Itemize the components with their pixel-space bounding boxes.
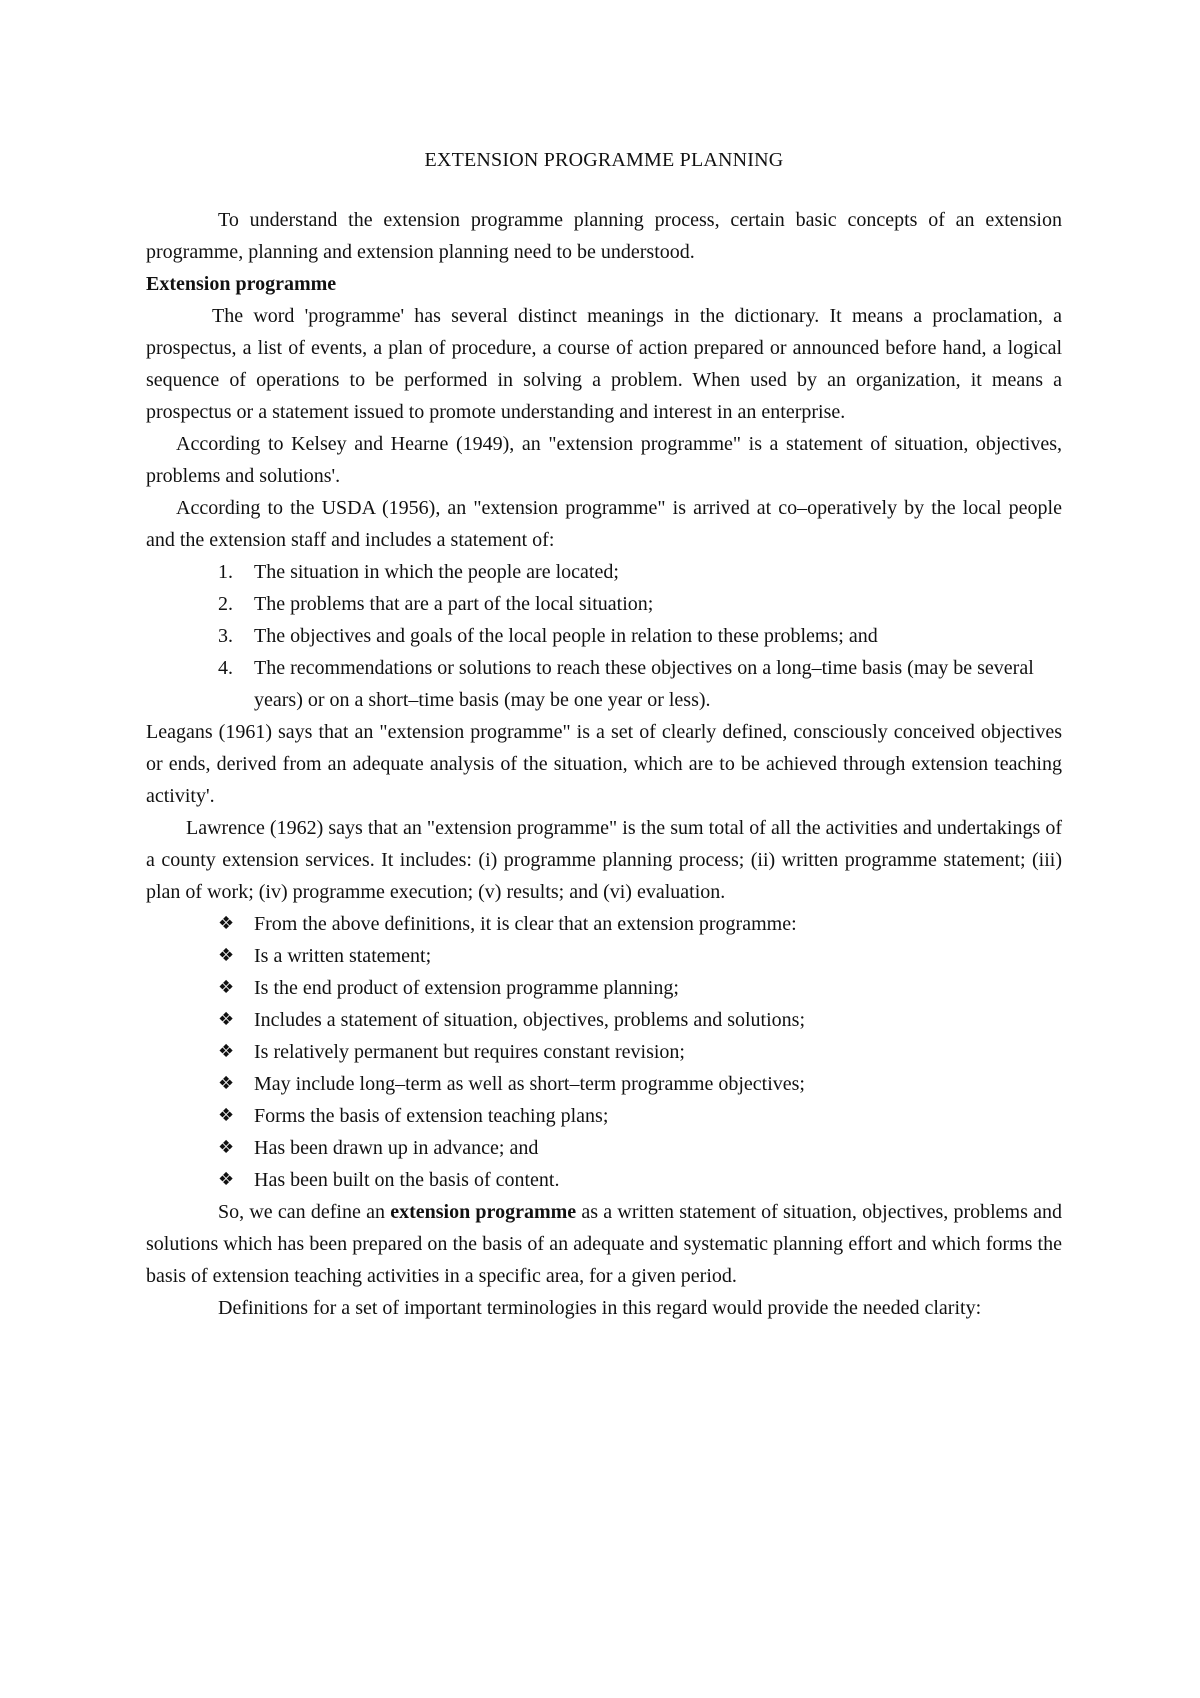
list-item-text: Forms the basis of extension teaching plans; [254,1105,609,1127]
list-number: 3. [218,625,233,647]
paragraph-definition [146,1196,1062,1292]
document-body [146,146,1062,1324]
paragraph-lawrence: Lawrence (1962) says that an "extension programme" is the sum total of all the activities and undertakings of a county extension services. It includes: (i) programme planning process; (ii) written programme statement; (iii) plan of work; (iv) programme execution; (v) results; and (vi) evaluation. [146,817,1062,903]
intro-paragraph: To understand the extension programme planning process, certain basic concepts of an extension programme, planning and extension planning need to be understood. [146,209,1062,263]
list-item-text: Is the end product of extension programme planning; [254,977,679,999]
diamond-bullet-icon: ❖ [218,1169,235,1190]
list-item-text: Is relatively permanent but requires constant revision; [254,1041,685,1063]
section-heading: Extension programme [146,273,337,295]
list-number: 4. [218,657,233,679]
list-item-text: The problems that are a part of the local situation; [254,593,654,615]
diamond-bullet-icon: ❖ [218,1041,235,1062]
list-item [146,652,1062,716]
list-item [146,1036,1062,1068]
characteristics-bullet-list [146,908,1062,1196]
diamond-bullet-icon: ❖ [218,945,235,966]
list-item [146,588,1062,620]
diamond-bullet-icon: ❖ [218,1137,235,1158]
list-item [146,972,1062,1004]
list-item [146,1100,1062,1132]
list-item [146,1068,1062,1100]
list-item-text: The situation in which the people are located; [254,561,619,583]
diamond-bullet-icon: ❖ [218,1009,235,1030]
page-title: EXTENSION PROGRAMME PLANNING [424,149,784,171]
list-number: 2. [218,593,233,615]
diamond-bullet-icon: ❖ [218,977,235,998]
definition-rest-text: as a written statement of situation, objectives, problems and solutions which has been prepared on the basis of an adequate and systematic planning effort and which forms the basis of extension teaching activities in a specific area, for a given period. [146,1201,1062,1287]
list-item [146,908,1062,940]
list-item [146,1004,1062,1036]
paragraph-usda: According to the USDA (1956), an "extension programme" is arrived at co–operatively by the local people and the extension staff and includes a statement of: [146,497,1062,551]
diamond-bullet-icon: ❖ [218,1105,235,1126]
list-item-text: Includes a statement of situation, objectives, problems and solutions; [254,1009,806,1031]
list-item [146,556,1062,588]
list-item [146,620,1062,652]
definition-term: extension programme [390,1201,577,1223]
definition-lead-text: So, we can define an [218,1201,391,1223]
paragraph-kelsey-hearne: According to Kelsey and Hearne (1949), an "extension programme" is a statement of situation, objectives, problems and solutions'. [146,433,1062,487]
list-item-text: Has been built on the basis of content. [254,1169,560,1191]
list-item-text: From the above definitions, it is clear that an extension programme: [254,913,797,935]
usda-numbered-list [146,556,1062,716]
diamond-bullet-icon: ❖ [218,913,235,934]
paragraph-word-meaning: The word 'programme' has several distinct meanings in the dictionary. It means a proclamation, a prospectus, a list of events, a plan of procedure, a course of action prepared or announced before hand, a logical sequence of operations to be performed in solving a problem. When used by an organization, it means a prospectus or a statement issued to promote understanding and interest in an enterprise. [146,305,1062,423]
list-item-text: Is a written statement; [254,945,432,967]
list-item [146,940,1062,972]
list-item-text: The objectives and goals of the local people in relation to these problems; and [254,625,878,647]
list-item-text: Has been drawn up in advance; and [254,1137,539,1159]
list-item-text: May include long–term as well as short–term programme objectives; [254,1073,805,1095]
list-number: 1. [218,561,233,583]
diamond-bullet-icon: ❖ [218,1073,235,1094]
list-item [146,1164,1062,1196]
list-item-text: The recommendations or solutions to reach these objectives on a long–time basis (may be several years) or on a short–time basis (may be one year or less). [254,657,1034,711]
list-item [146,1132,1062,1164]
paragraph-leagans: Leagans (1961) says that an "extension programme" is a set of clearly defined, consciously conceived objectives or ends, derived from an adequate analysis of the situation, which are to be achieved through extension teaching activity'. [146,721,1062,807]
paragraph-terminologies: Definitions for a set of important terminologies in this regard would provide the needed clarity: [218,1297,982,1319]
